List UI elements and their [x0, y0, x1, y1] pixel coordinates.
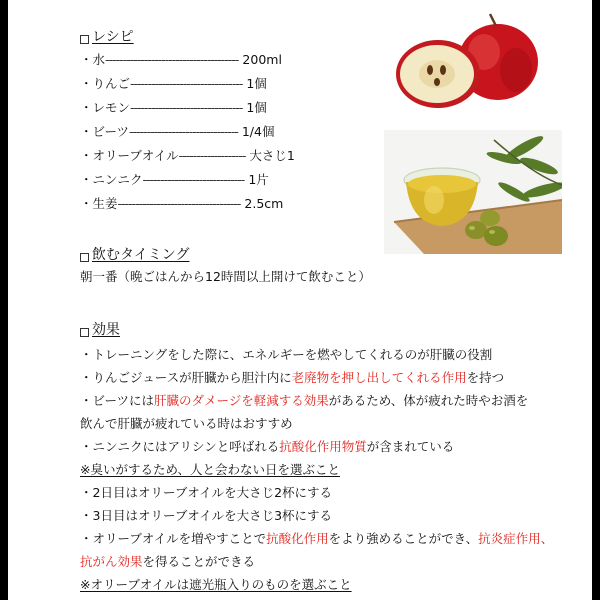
- effects-list: [80, 343, 560, 596]
- effect-text: を持つ: [466, 370, 505, 385]
- checkbox-icon: [80, 328, 89, 337]
- effect-text: が含まれている: [366, 439, 455, 454]
- effect-text: をより強めることができ、: [328, 531, 479, 546]
- effect-line: 飲んで肝臓が疲れている時はおすすめ: [80, 416, 293, 431]
- effect-line: [80, 389, 560, 412]
- ingredient-olive-oil: [80, 144, 295, 168]
- ingredient-name: ・りんご: [80, 76, 131, 91]
- ingredient-dashes: -----------------------------: [142, 172, 245, 187]
- ingredient-dashes: -------------------------------: [129, 124, 238, 139]
- effect-highlight: 抗炎症作用: [478, 531, 541, 546]
- effect-highlight: 抗酸化作用: [266, 531, 329, 546]
- ingredient-name: ・オリーブオイル: [80, 148, 179, 163]
- apple-image: [392, 12, 550, 112]
- effect-text: ・オリーブオイルを増やすことで: [80, 531, 267, 546]
- effect-line: ・2日目はオリーブオイルを大さじ2杯にする: [80, 485, 333, 500]
- recipe-heading-text: レシピ: [92, 29, 134, 45]
- effect-highlight: 老廃物を押し出してくれる作用: [291, 370, 467, 385]
- ingredient-dashes: -------------------: [178, 148, 246, 163]
- effect-text: ・ニンニクにはアリシンと呼ばれる: [80, 439, 280, 454]
- effect-text: ・ビーツには: [80, 393, 155, 408]
- ingredient-name: ・ビーツ: [80, 124, 130, 139]
- ingredient-dashes: --------------------------------: [130, 76, 243, 91]
- timing-text: 朝一番（晩ごはんから12時間以上開けて飲むこと）: [80, 269, 371, 284]
- effect-line: [80, 435, 560, 458]
- ingredient-apple: [80, 72, 295, 96]
- ingredient-amount: 1個: [246, 100, 267, 115]
- checkbox-icon: [80, 253, 89, 262]
- effect-line: ・3日目はオリーブオイルを大さじ3杯にする: [80, 508, 333, 523]
- ingredient-list: [80, 48, 295, 216]
- timing-heading: [80, 246, 189, 264]
- effect-note: ※臭いがするため、人と会わない日を選ぶこと: [80, 462, 340, 477]
- effect-line: [80, 550, 560, 573]
- checkbox-icon: [80, 35, 89, 44]
- effect-highlight: 抗酸化作用物質: [279, 439, 367, 454]
- ingredient-name: ・レモン: [80, 100, 131, 115]
- ingredient-amount: 大さじ1: [249, 148, 295, 163]
- effect-note: ※オリーブオイルは遮光瓶入りのものを選ぶこと: [80, 577, 352, 592]
- ingredient-ginger: [80, 192, 295, 216]
- effect-text: があるため、体が疲れた時やお酒を: [328, 393, 529, 408]
- timing-heading-text: 飲むタイミング: [92, 247, 190, 263]
- ingredient-amount: 1個: [246, 76, 267, 91]
- effect-text: ・りんごジュースが肝臓から胆汁内に: [80, 370, 292, 385]
- ingredient-dashes: --------------------------------------: [105, 52, 239, 67]
- ingredient-lemon: [80, 96, 295, 120]
- ingredient-amount: 2.5cm: [244, 196, 284, 211]
- left-border: [0, 0, 8, 600]
- effect-highlight: 、: [540, 531, 554, 546]
- effects-heading-text: 効果: [92, 322, 120, 338]
- ingredient-amount: 1片: [248, 172, 269, 187]
- ingredient-name: ・ニンニク: [80, 172, 143, 187]
- effect-highlight: 肝臓のダメージを軽減する効果: [154, 393, 329, 408]
- effect-line: [80, 366, 560, 389]
- olive-oil-image: [384, 130, 562, 254]
- ingredient-name: ・水: [80, 52, 106, 67]
- ingredient-amount: 1/4個: [241, 124, 275, 139]
- ingredient-amount: 200ml: [242, 52, 282, 67]
- ingredient-water: [80, 48, 295, 72]
- right-border: [592, 0, 600, 600]
- ingredient-garlic: [80, 168, 295, 192]
- effect-line: [80, 527, 560, 550]
- effect-highlight: 抗がん効果: [80, 554, 143, 569]
- ingredient-dashes: --------------------------------: [130, 100, 243, 115]
- ingredient-name: ・生姜: [80, 196, 118, 211]
- recipe-heading: [80, 28, 134, 46]
- ingredient-dashes: -----------------------------------: [117, 196, 241, 211]
- effect-line: ・トレーニングをした際に、エネルギーを燃やしてくれるのが肝臓の役割: [80, 347, 493, 362]
- effects-heading: [80, 321, 120, 339]
- effect-text: を得ることができる: [142, 554, 256, 569]
- ingredient-beets: [80, 120, 295, 144]
